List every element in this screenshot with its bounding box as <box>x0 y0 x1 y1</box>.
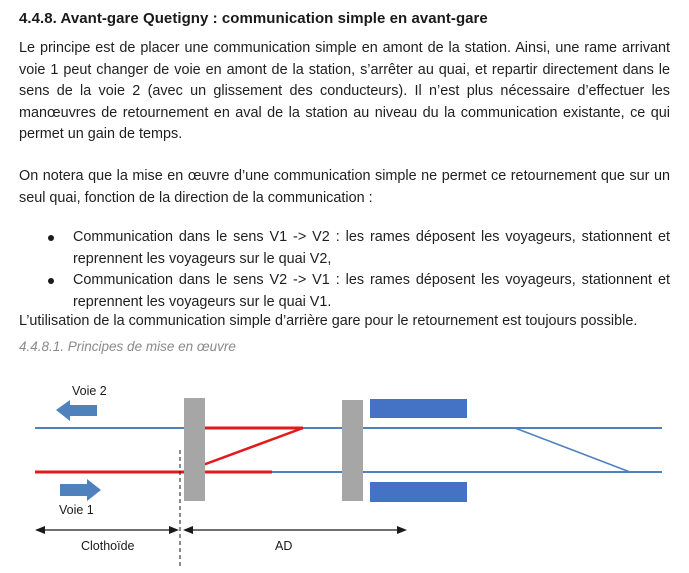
platform-voie1 <box>370 482 467 502</box>
bullet-text: Communication dans le sens V1 -> V2 : les rames déposent les voyageurs, stationnent et reprennent les voyageurs sur le quai V2, <box>73 229 670 267</box>
dimension-arrowhead-icon <box>397 526 407 534</box>
arrow-voie2-icon <box>56 400 97 421</box>
bullet-item-v2-v1 <box>0 270 689 313</box>
subsection-heading: 4.4.8.1. Principes de mise en œuvre <box>19 339 236 354</box>
dimension-arrowhead-icon <box>35 526 45 534</box>
label-clothoide: Clothoïde <box>81 539 135 553</box>
track-layout-diagram <box>0 370 689 573</box>
bullet-dot-icon <box>48 235 54 241</box>
bullet-item-v1-v2 <box>0 227 689 270</box>
platform-voie2 <box>370 399 467 418</box>
section-heading: 4.4.8. Avant-gare Quetigny : communication simple en avant-gare <box>19 10 488 27</box>
bullet-dot-icon <box>48 278 54 284</box>
bullet-text: Communication dans le sens V2 -> V1 : les rames déposent les voyageurs, stationnent et reprennent les voyageurs sur le quai V1. <box>73 272 670 310</box>
paragraph-note: On notera que la mise en œuvre d’une communication simple ne permet ce retournement que sur un seul quai, fonction de la direction de la communication : <box>19 168 670 206</box>
label-voie1: Voie 1 <box>59 503 94 517</box>
label-voie2: Voie 2 <box>72 384 107 398</box>
arrow-voie1-icon <box>60 479 101 501</box>
bullet-list <box>0 227 689 313</box>
paragraph-principle: Le principe est de placer une communication simple en amont de la station. Ainsi, une rame arrivant voie 1 peut changer de voie en amont de la station, s’arrêter au quai, et repartir directement dans le sens de la voie 2 (avec un glissement des conducteurs). Il n’est plus nécessaire d’effectuer les manœuvres de retournement en aval de la station au niveau du la communication existante, ce qui permet un gain de temps. <box>19 40 670 142</box>
label-ad: AD <box>275 539 293 553</box>
dimension-arrowhead-icon <box>183 526 193 534</box>
paragraph-rear-station: L’utilisation de la communication simple d’arrière gare pour le retournement est toujours possible. <box>19 313 638 329</box>
existing-crossover <box>515 428 630 472</box>
dimension-arrowhead-icon <box>169 526 179 534</box>
pier-right <box>342 400 363 501</box>
pier-left <box>184 398 205 501</box>
